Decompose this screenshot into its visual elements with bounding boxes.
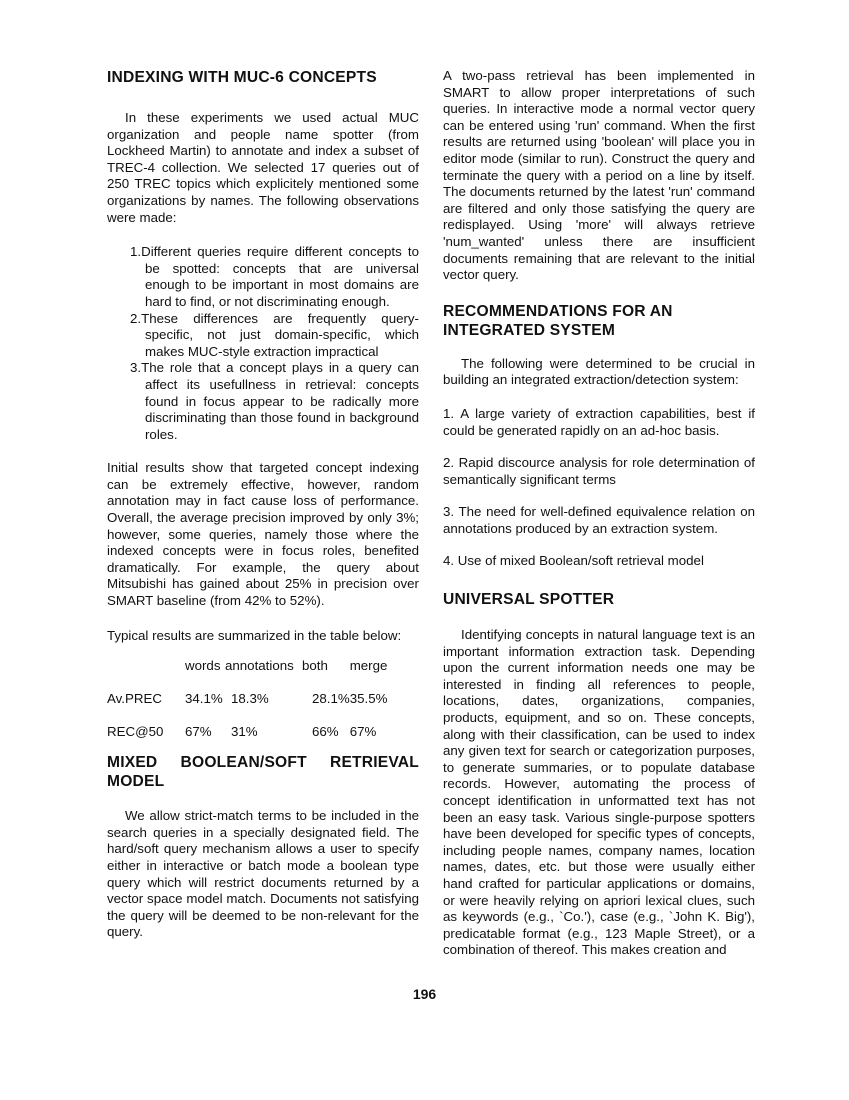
recommendation-item: 3. The need for well-defined equivalence relation on annotations produced by an extraction system. — [443, 504, 755, 536]
column-header: merge — [349, 658, 388, 674]
universal-spotter-paragraph: Identifying concepts in natural language text is an important information extraction task. Depending upon the current information needs one may be interested in finding all references to people, locations, dates, organizations, companies, products, equipment, and so on. These concepts, along with their classification, can be used to index any given text for search or categorization purposes, to generate summaries, or to populate database records. However, automating the process of concept identification in unformatted text has not been an easy task. Various single-purpose spotters have been developed for specific types of concepts, including people names, company names, location names, dates, etc. but those were usually either hand crafted for particular applications or domains, or were heavily relying on apriori lexical clues, such as keywords (e.g., `Co.'), case (e.g., `John K. Big'), predicatable format (e.g., 123 Maple Street), or a combination of thereof. This makes creation and — [443, 627, 755, 958]
typical-results-paragraph: Typical results are summarized in the table below: — [107, 627, 402, 643]
recommendation-item: 2. Rapid discource analysis for role determination of semantically significant terms — [443, 455, 755, 487]
table-cell: 66% — [312, 724, 339, 740]
mixed-model-paragraph: We allow strict-match terms to be included in the search queries in a specially designated field. The hard/soft query mechanism allows a user to specify either in interactive or batch mode a boolean type query which will restrict documents returned by a vector space model match. Documents not satisfying the query will be deemed to be non-relevant for the query. — [107, 808, 419, 940]
column-header: words — [185, 658, 221, 674]
observations-list — [107, 244, 419, 443]
table-cell: 35.5% — [349, 691, 388, 707]
observation-item: 2.These differences are frequently query-specific, not just domain-specific, which makes MUC-style extraction impractical — [130, 310, 419, 359]
observation-item: 3.The role that a concept plays in a query can affect its usefullness in retrieval: concepts found in focus appear to be radically more discriminating than those found in background roles. — [130, 360, 419, 442]
table-row — [107, 691, 387, 708]
table-header-row — [107, 658, 387, 675]
table-cell: 67% — [185, 724, 212, 740]
results-paragraph: Initial results show that targeted concept indexing can be extremely effective, however, random annotation may in fact cause loss of performance. Overall, the average precision improved by only 3%; however, some queries, namely those where the indexed concepts were in focus roles, benefited dramatically. For example, the query about Mitsubishi has gained about 25% in precision over SMART baseline (from 42% to 52%). — [107, 460, 419, 609]
column-header: annotations — [225, 658, 294, 674]
section-heading-mixed-model: MIXED BOOLEAN/SOFT RETRIEVAL MODEL — [107, 754, 419, 791]
results-table — [107, 658, 387, 741]
table-cell: 28.1% — [312, 691, 350, 707]
table-cell: 67% — [349, 724, 377, 740]
row-label: REC@50 — [107, 724, 164, 740]
table-cell: 34.1% — [185, 691, 223, 707]
column-header: both — [302, 658, 328, 674]
observation-item: 1.Different queries require different concepts to be spotted: concepts that are universal enough to be important in most domains are hard to find, or not discriminating enough. — [130, 244, 419, 309]
section-heading-recommendations: RECOMMENDATIONS FOR AN INTEGRATED SYSTEM — [443, 302, 673, 339]
recommendations-intro: The following were determined to be crucial in building an integrated extraction/detection system: — [443, 355, 755, 388]
recommendation-item: 1. A large variety of extraction capabilities, best if could be generated rapidly on an ad-hoc basis. — [443, 405, 755, 438]
section-heading-universal-spotter: UNIVERSAL SPOTTER — [443, 591, 615, 609]
section-heading-indexing: INDEXING WITH MUC-6 CONCEPTS — [107, 69, 377, 86]
page-number: 196 — [412, 986, 437, 1002]
left-column — [107, 68, 419, 941]
table-cell: 31% — [231, 724, 258, 740]
row-label: Av.PREC — [107, 691, 162, 707]
right-column — [443, 68, 755, 959]
recommendation-item: 4. Use of mixed Boolean/soft retrieval model — [443, 553, 704, 569]
table-cell: 18.3% — [231, 691, 269, 707]
two-pass-paragraph: A two-pass retrieval has been implemented in SMART to allow proper interpretations of such queries. In interactive mode a normal vector query can be entered using 'run' command. When the first results are returned using 'boolean' will place you in editor mode (similar to run). Construct the query and terminate the query with a period on a line by itself. The documents returned by the latest 'run' command are filtered and only those satisfying the query are redisplayed. Using 'more' will always retrieve 'num_wanted' unless there are insufficient documents remaining that are relevant to the initial vector query. — [443, 68, 755, 283]
intro-paragraph: In these experiments we used actual MUC organization and people name spotter (from Lockheed Martin) to annotate and index a subset of TREC-4 collection. We selected 17 queries out of 250 TREC topics which explicitely mentioned some organizations by names. The following observations were made: — [107, 110, 419, 225]
table-row — [107, 724, 387, 741]
